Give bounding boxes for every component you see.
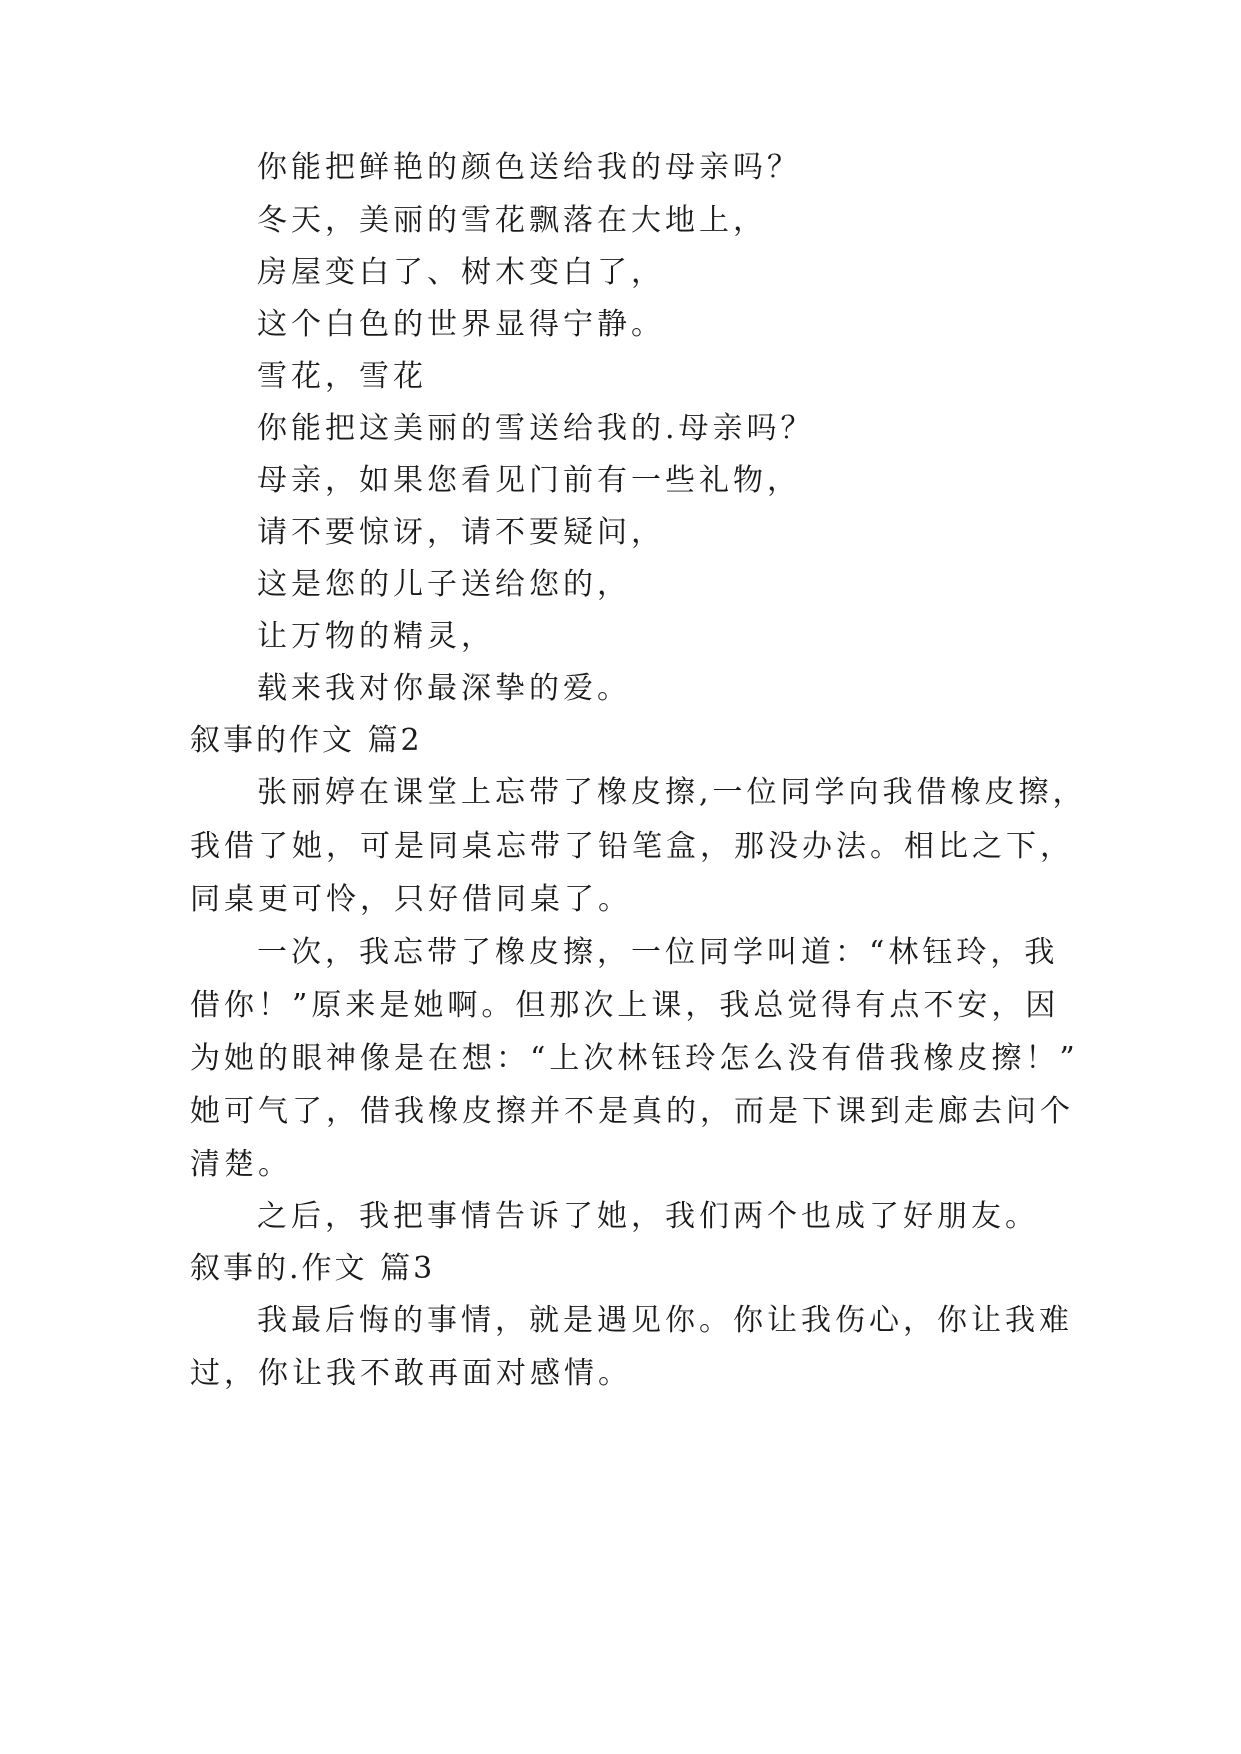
poem-line: 这是您的儿子送给您的， xyxy=(257,567,631,602)
poem-line: 让万物的精灵， xyxy=(257,619,495,654)
paragraph-line: 清楚。 xyxy=(190,1147,292,1182)
section-heading: 叙事的.作文 篇3 xyxy=(190,1251,436,1286)
paragraph-line: 一次，我忘带了橡皮擦，一位同学叫道：“林钰玲，我 xyxy=(257,935,1059,970)
section-heading: 叙事的作文 篇2 xyxy=(190,723,423,758)
paragraph-line: 过，你让我不敢再面对感情。 xyxy=(190,1356,632,1391)
paragraph-line: 为她的眼神像是在想：“上次林钰玲怎么没有借我橡皮擦！” xyxy=(190,1041,1079,1076)
paragraph-line: 之后，我把事情告诉了她，我们两个也成了好朋友。 xyxy=(257,1199,1039,1234)
poem-line: 这个白色的世界显得宁静。 xyxy=(257,307,665,342)
poem-line: 请不要惊讶，请不要疑问， xyxy=(257,515,665,550)
poem-line: 房屋变白了、树木变白了， xyxy=(257,255,665,290)
poem-line: 你能把这美丽的雪送给我的.母亲吗？ xyxy=(257,411,815,446)
poem-line: 冬天，美丽的雪花飘落在大地上， xyxy=(257,203,767,238)
poem-line: 你能把鲜艳的颜色送给我的母亲吗？ xyxy=(257,150,801,185)
paragraph-line: 同桌更可怜，只好借同桌了。 xyxy=(190,882,632,917)
paragraph-line: 张丽婷在课堂上忘带了橡皮擦,一位同学向我借橡皮擦， xyxy=(257,775,1087,810)
paragraph-line: 我借了她，可是同桌忘带了铅笔盒，那没办法。相比之下， xyxy=(190,829,1074,864)
paragraph-line: 我最后悔的事情，就是遇见你。你让我伤心，你让我难 xyxy=(257,1303,1073,1338)
poem-line: 雪花，雪花 xyxy=(257,359,427,394)
paragraph-line: 她可气了，借我橡皮擦并不是真的，而是下课到走廊去问个 xyxy=(190,1094,1074,1129)
poem-line: 母亲，如果您看见门前有一些礼物， xyxy=(257,463,801,498)
paragraph-line: 借你！”原来是她啊。但那次上课，我总觉得有点不安，因 xyxy=(190,988,1060,1023)
poem-line: 载来我对你最深挚的爱。 xyxy=(257,671,631,706)
